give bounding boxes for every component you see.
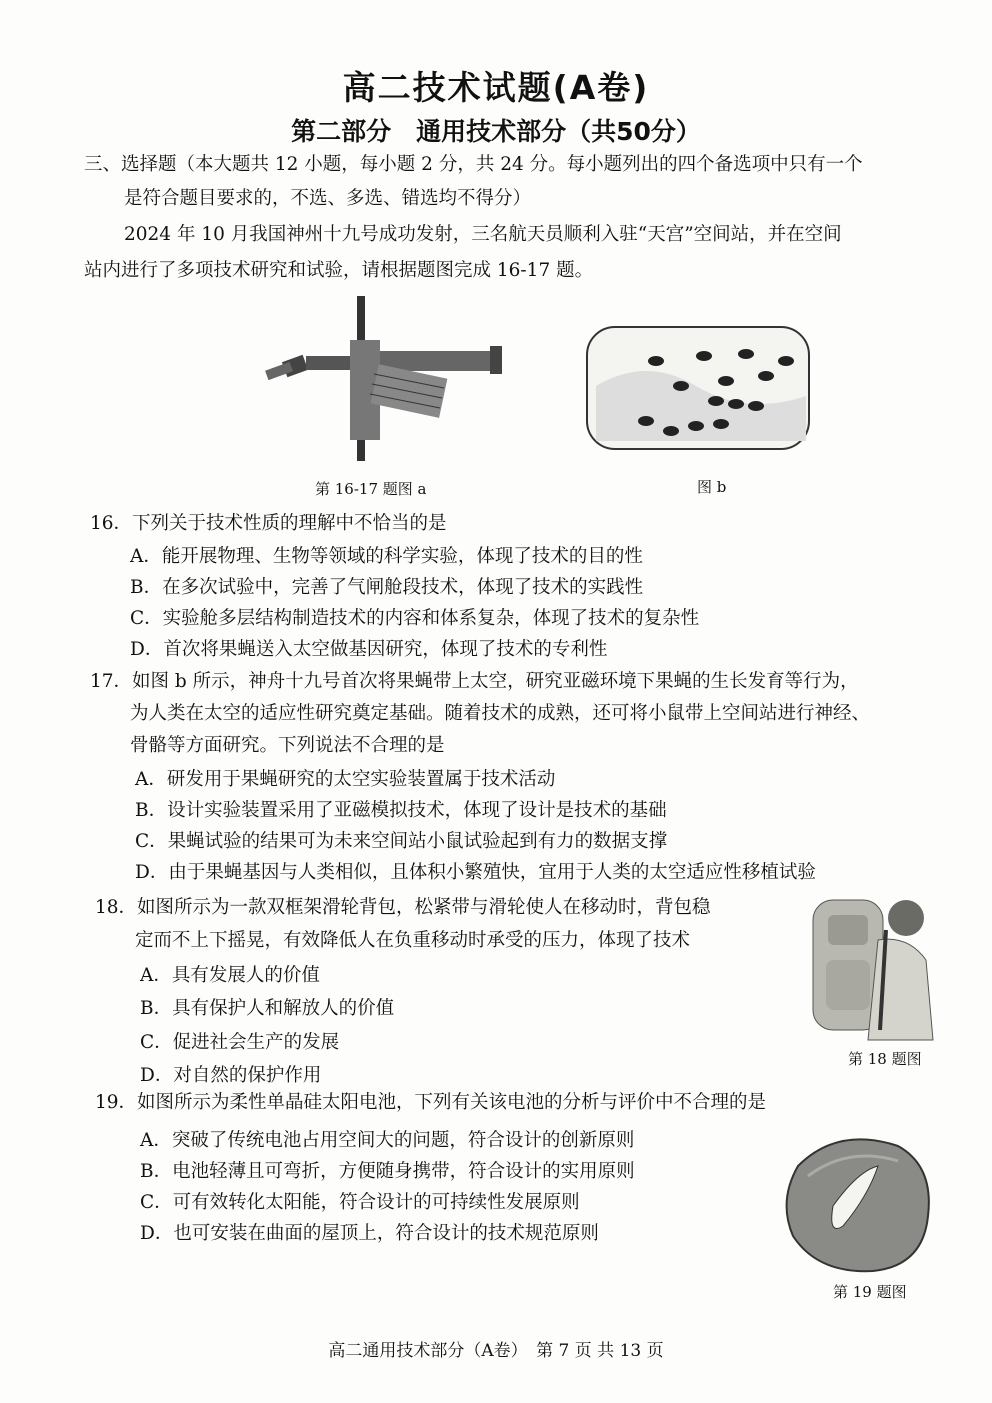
figure-19-caption: 第 19 题图 <box>833 1283 907 1301</box>
question-19-option-c: C．可有效转化太阳能，符合设计的可持续性发展原则 <box>140 1192 580 1213</box>
question-18-option-c: C．促进社会生产的发展 <box>140 1032 340 1053</box>
question-18-stem-line2: 定而不上下摇晃，有效降低人在负重移动时承受的压力，体现了技术 <box>135 930 691 951</box>
section-heading-line2: 是符合题目要求的，不选、多选、错选均不得分） <box>124 188 532 209</box>
question-16-option-c: C．实验舱多层结构制造技术的内容和体系复杂，体现了技术的复杂性 <box>130 608 700 629</box>
question-17-stem-line3: 骨骼等方面研究。下列说法不合理的是 <box>130 735 445 756</box>
question-16-option-d: D．首次将果蝇送入太空做基因研究，体现了技术的专利性 <box>130 639 608 660</box>
section-heading-line1: 三、选择题（本大题共 12 小题，每小题 2 分，共 24 分。每小题列出的四个备选项中只有一个 <box>84 154 863 175</box>
space-station-image <box>262 296 507 461</box>
question-18-stem-line1: 18．如图所示为一款双框架滑轮背包，松紧带与滑轮使人在移动时，背包稳 <box>95 897 711 918</box>
question-19-option-b: B．电池轻薄且可弯折，方便随身携带，符合设计的实用原则 <box>140 1161 635 1182</box>
question-19-option-d: D．也可安装在曲面的屋顶上，符合设计的技术规范原则 <box>140 1223 599 1244</box>
question-16-stem: 16．下列关于技术性质的理解中不恰当的是 <box>90 513 447 534</box>
intro-line2: 站内进行了多项技术研究和试验，请根据题图完成 16-17 题。 <box>84 260 594 281</box>
figure-b-caption: 图 b <box>697 478 727 496</box>
question-18-option-a: A．具有发展人的价值 <box>140 965 320 986</box>
figure-18-caption: 第 18 题图 <box>848 1050 922 1068</box>
question-16-option-a: A．能开展物理、生物等领域的科学实验，体现了技术的目的性 <box>130 546 643 567</box>
intro-line1: 2024 年 10 月我国神州十九号成功发射，三名航天员顺利入驻“天宫”空间站，并在空间 <box>124 224 842 245</box>
flexible-solar-cell-image <box>778 1126 934 1274</box>
fruit-fly-tube-image <box>586 326 812 452</box>
question-19-option-a: A．突破了传统电池占用空间大的问题，符合设计的创新原则 <box>140 1130 635 1151</box>
question-18-option-b: B．具有保护人和解放人的价值 <box>140 998 395 1019</box>
question-17-option-d: D．由于果蝇基因与人类相似，且体积小繁殖快，宜用于人类的太空适应性移植试验 <box>135 862 816 883</box>
figure-a-caption: 第 16-17 题图 a <box>315 480 427 498</box>
page-title: 高二技术试题(A卷) <box>342 68 650 107</box>
question-17-stem-line2: 为人类在太空的适应性研究奠定基础。随着技术的成熟，还可将小鼠带上空间站进行神经、 <box>130 703 871 724</box>
question-17-option-c: C．果蝇试验的结果可为未来空间站小鼠试验起到有力的数据支撑 <box>135 831 668 852</box>
question-18-option-d: D．对自然的保护作用 <box>140 1065 322 1086</box>
backpack-hiker-image <box>808 890 940 1042</box>
page-subtitle: 第二部分 通用技术部分（共50分） <box>291 117 701 146</box>
question-17-option-b: B．设计实验装置采用了亚磁模拟技术，体现了设计是技术的基础 <box>135 800 667 821</box>
question-17-option-a: A．研发用于果蝇研究的太空实验装置属于技术活动 <box>135 769 556 790</box>
question-19-stem: 19．如图所示为柔性单晶硅太阳电池，下列有关该电池的分析与评价中不合理的是 <box>95 1092 767 1113</box>
question-16-option-b: B．在多次试验中，完善了气闸舱段技术，体现了技术的实践性 <box>130 577 644 598</box>
question-17-stem-line1: 17．如图 b 所示，神舟十九号首次将果蝇带上太空，研究亚磁环境下果蝇的生长发育等行为， <box>90 671 859 692</box>
page-footer: 高二通用技术部分（A卷） 第 7 页 共 13 页 <box>328 1341 664 1361</box>
